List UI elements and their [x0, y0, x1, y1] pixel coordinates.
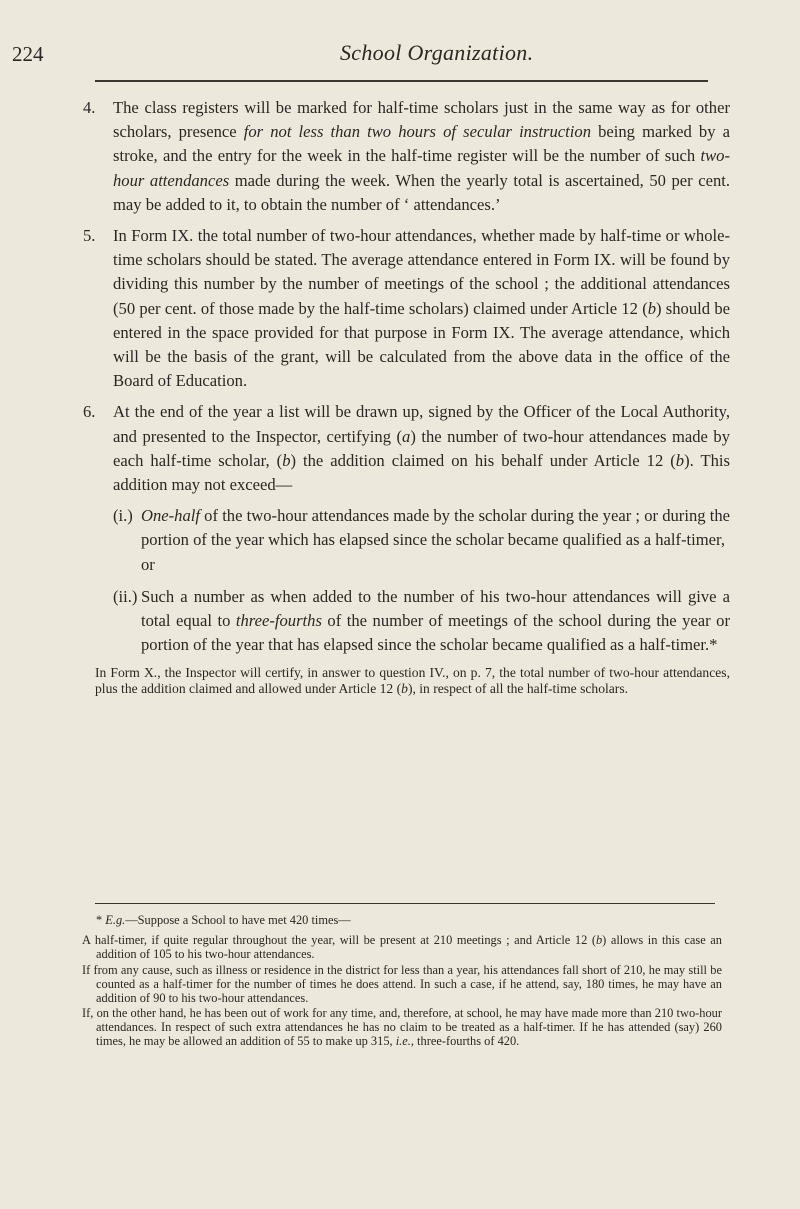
sub-clause-i [65, 504, 730, 577]
sub-clause-or: or [141, 554, 155, 574]
paragraph-number: 6. [83, 402, 96, 422]
footnote-rule [95, 903, 715, 904]
sub-clause-ii [65, 585, 730, 658]
form-x-note: In Form X., the Inspector will certify, in answer to question IV., on p. 7, the total number of two-hour attendances, plus the addition claimed and allowed under Article 12 (b), in respect of all the half-time scholars. [95, 665, 730, 696]
sub-clause-text: One-half of the two-hour attendances made by the scholar during the year ; or during the portion of the year which has elapsed since the scholar became qualified as a half-timer, [141, 506, 730, 550]
footnote-paragraph-1: A half-timer, if quite regular throughout the year, will be present at 210 meetings ; and Article 12 (b) allows in this case an addition of 105 to his two-hour attendances. [82, 932, 722, 961]
paragraph-number: 4. [83, 98, 96, 117]
numbered-paragraph-5 [65, 224, 730, 393]
numbered-paragraph-6 [65, 400, 730, 497]
page-header [0, 20, 800, 66]
footnote-paragraph-3: If, on the other hand, he has been out of work for any time, and, therefore, at school, he may have made more than 210 two-hour attendances. In respect of such extra attendances he has no claim to be treated as a half-timer. If he has attended (say) 260 times, he may be allowed an addition of 55 to make up 315, i.e., three-fourths of 420. [82, 1006, 722, 1049]
numbered-paragraph-4 [65, 96, 730, 217]
sub-clause-text: Such a number as when added to the number of his two-hour attendances will give a total equal to three-fourths of the number of meetings of the school during the year or portion of the year that has elapsed since the scholar became qualified as a half-timer.* [141, 586, 731, 655]
paragraph-text: The class registers will be marked for half-time scholars just in the same way as for other scholars, presence for not less than two hours of secular instruction being marked by a stroke, and the entry for the week in the half-time register will be the number of such two-hour attendances made during the week. When the yearly total is ascertained, 50 per cent. may be added to it, to obtain the number of ‘ attendances.’ [113, 98, 730, 214]
footnote-paragraph-2: If from any cause, such as illness or residence in the district for less than a year, his attendances fall short of 210, he may still be counted as a half-timer for the number of times he does attend. In such a case, if he attend, say, 180 times, he may have an addition of 90 to his two-hour attendances. [82, 962, 722, 1005]
sub-clause-number: (ii.) [113, 586, 138, 606]
page-body [65, 96, 730, 696]
running-title: School Organization. [340, 40, 534, 65]
paragraph-text: In Form IX. the total number of two-hour attendances, whether made by half-time or whole-time scholars should be stated. The average attendance entered in Form IX. will be found by dividing this number by the number of meetings of the school ; the additional attendances (50 per cent. of those made by the half-time scholars) claimed under Article 12 (b) should be entered in the space provided for that purpose in Form IX. The average attendance, which will be the basis of the grant, will be calculated from the above data in the office of the Board of Education. [113, 226, 730, 391]
paragraph-number: 5. [83, 226, 96, 246]
footnote-lead: * E.g.—Suppose a School to have met 420 times— [96, 913, 351, 927]
footnote [82, 914, 722, 1051]
sub-clause-number: (i.) [113, 506, 133, 526]
page-number: 224 [12, 42, 44, 66]
header-rule [95, 80, 708, 82]
paragraph-text: At the end of the year a list will be drawn up, signed by the Officer of the Local Authority, and presented to the Inspector, certifying (a) the number of two-hour attendances made by each half-time scholar, (b) the addition claimed on his behalf under Article 12 (b). This addition may not exceed— [113, 402, 730, 495]
